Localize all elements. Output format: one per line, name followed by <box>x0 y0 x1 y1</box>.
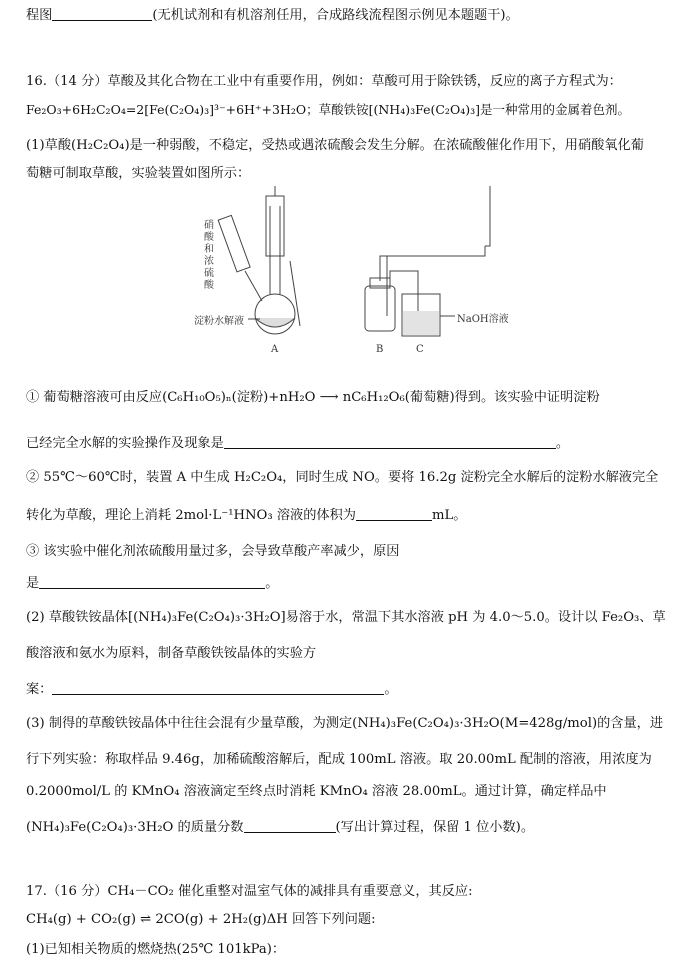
answer-blank[interactable] <box>244 818 336 833</box>
label-b: B <box>376 344 384 355</box>
question-17-part1: (1)已知相关物质的燃烧热(25℃ 101kPa)： <box>26 942 286 957</box>
part2-line-a: (2) 草酸铁铵晶体[(NH₄)₃Fe(C₂O₄)₃·3H₂O]易溶于水，常温下其水溶液 pH 为 4.0～5.0。设计以 Fe₂O₃、草 <box>26 610 666 625</box>
apparatus-drawing <box>180 186 520 356</box>
part3-line-a: (3) 制得的草酸铁铵晶体中往往会混有少量草酸，为测定(NH₄)₃Fe(C₂O₄)₃·3H₂O(M=428g/mol)的含量，进 <box>26 716 664 731</box>
answer-blank[interactable] <box>39 574 265 589</box>
iron-equation: Fe₂O₃+6H₂C₂O₄=2[Fe(C₂O₄)₃]³⁻+6H⁺+3H₂O；草酸铁铵[(NH₄)₃Fe(C₂O₄)₃]是一种常用的金属着色剂。 <box>26 102 630 117</box>
text: (无机试剂和有机溶剂任用，合成路线流程图示例见本题题干)。 <box>152 8 519 23</box>
answer-blank[interactable] <box>356 506 432 521</box>
part1-line-b: 萄糖可制取草酸，实验装置如图所示： <box>26 166 251 181</box>
text: 。 <box>384 682 398 697</box>
question-16-title: 16.（14 分）草酸及其化合物在工业中有重要作用，例如：草酸可用于除铁锈，反应的离子方程式为： <box>26 74 622 89</box>
question-17-equation: CH₄(g) + CO₂(g) ⇌ 2CO(g) + 2H₂(g)ΔH 回答下列问题: <box>26 912 376 927</box>
part2-line-c <box>26 678 398 697</box>
apparatus-figure <box>180 186 520 356</box>
text: 。 <box>555 436 569 451</box>
text: 程图 <box>26 8 53 23</box>
item1-line-b <box>26 432 569 451</box>
part3-line-c: 0.2000mol/L 的 KMnO₄ 溶液滴定至终点时消耗 KMnO₄ 溶液 28.00mL。通过计算，确定样品中 <box>26 784 607 799</box>
item1-line-a: ① 葡萄糖溶液可由反应(C₆H₁₀O₅)ₙ(淀粉)+nH₂O ⟶ nC₆H₁₂O₆(葡萄糖)得到。该实验中证明淀粉 <box>26 390 600 405</box>
text: (NH₄)₃Fe(C₂O₄)₃·3H₂O 的质量分数 <box>26 820 244 835</box>
item3-line-a: ③ 该实验中催化剂浓硫酸用量过多，会导致草酸产率减少，原因 <box>26 544 400 559</box>
question-17-title: 17.（16 分）CH₄－CO₂ 催化重整对温室气体的减排具有重要意义，其反应: <box>26 884 473 899</box>
part3-line-b: 行下列实验：称取样品 9.46g，加稀硫酸溶解后，配成 100mL 溶液。取 20.00mL 配制的溶液，用浓度为 <box>26 752 652 767</box>
item2-line-a: ② 55℃～60℃时，装置 A 中生成 H₂C₂O₄，同时生成 NO。要将 16.2g 淀粉完全水解后的淀粉水解液完全 <box>26 470 659 485</box>
text: 。 <box>265 576 279 591</box>
item2-line-b <box>26 504 466 523</box>
part3-line-d <box>26 816 534 835</box>
label-c: C <box>416 344 424 355</box>
starch-label: 淀粉水解液 <box>194 316 244 327</box>
line-0 <box>26 4 519 23</box>
text: 已经完全水解的实验操作及现象是 <box>26 436 224 451</box>
part2-line-b: 酸溶液和氨水为原料，制备草酸铁铵晶体的实验方 <box>26 646 317 661</box>
text: 是 <box>26 576 40 591</box>
text: 案： <box>26 682 53 697</box>
text: (写出计算过程，保留 1 位小数)。 <box>335 820 535 835</box>
answer-blank[interactable] <box>52 680 384 695</box>
item3-line-b <box>26 572 278 591</box>
text: 转化为草酸，理论上消耗 2mol·L⁻¹HNO₃ 溶液的体积为 <box>26 508 356 523</box>
answer-blank[interactable] <box>52 6 152 21</box>
nitric-acid-label: 硝酸和浓硫酸 <box>204 220 214 291</box>
label-a: A <box>271 344 279 355</box>
text: mL。 <box>431 508 467 523</box>
part1-line-a: (1)草酸(H₂C₂O₄)是一种弱酸，不稳定，受热或遇浓硫酸会发生分解。在浓硫酸催化作用下，用硝酸氧化葡 <box>26 138 644 153</box>
naoh-label: NaOH溶液 <box>457 314 509 325</box>
answer-blank[interactable] <box>224 434 556 449</box>
